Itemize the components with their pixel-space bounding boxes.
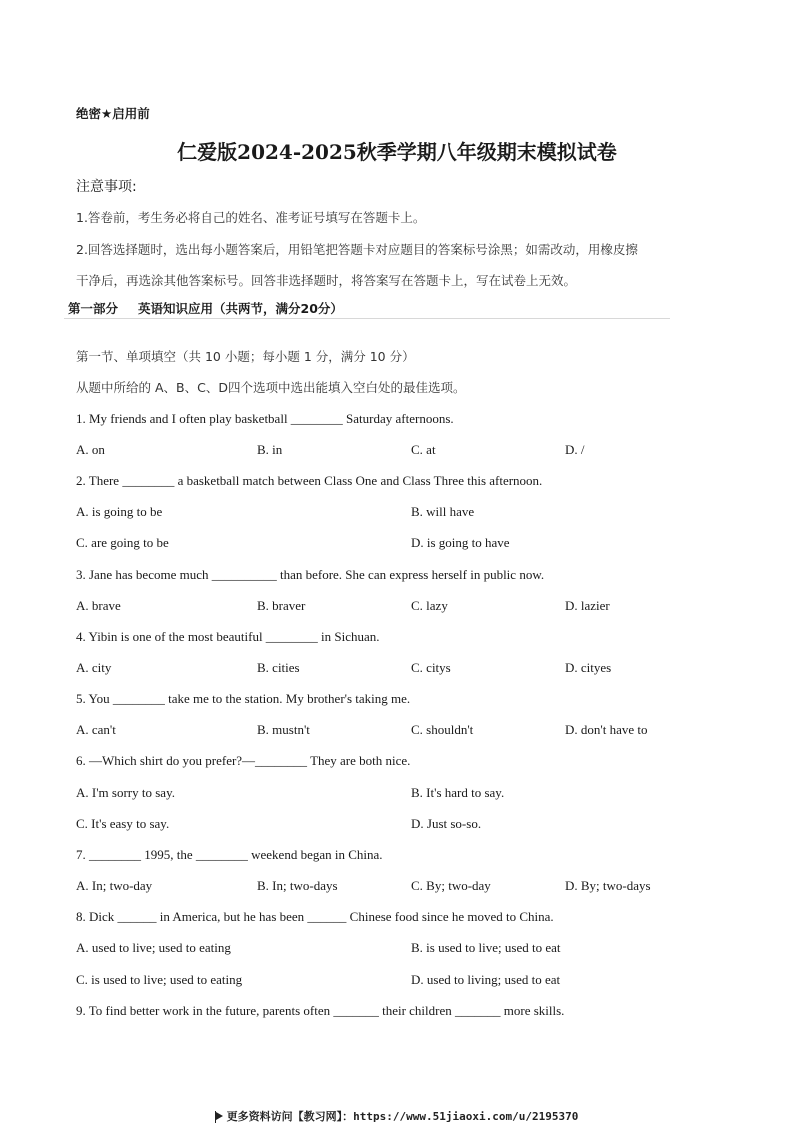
option-c: C. By; two-day [411,878,491,893]
footer-link[interactable] [0,1108,794,1124]
question-text: 5. You ________ take me to the station. My brother's taking me. [76,691,411,706]
notice-heading: 注意事项: [76,179,137,195]
option-a: A. used to live; used to eating [76,940,231,955]
question-text: 1. My friends and I often play basketball ________ Saturday afternoons. [76,411,454,426]
option-c: C. at [411,442,436,457]
option-b: B. in [257,442,283,457]
flag-icon [216,1112,223,1120]
option-a: A. brave [76,598,121,613]
divider [64,318,670,319]
option-d: D. By; two-days [565,878,651,893]
option-b: B. will have [411,504,475,519]
option-d: D. cityes [565,660,612,675]
option-b: B. is used to live; used to eat [411,940,561,955]
option-a: A. on [76,442,105,457]
question-text: 6. —Which shirt do you prefer?—________ They are both nice. [76,753,411,768]
option-c: C. is used to live; used to eating [76,972,243,987]
exam-title: 仁爱版2024-2025秋季学期八年级期末模拟试卷 [177,140,617,164]
option-b: B. It's hard to say. [411,785,505,800]
question-text: 2. There ________ a basketball match between Class One and Class Three this afternoon. [76,473,543,488]
part-heading [68,299,343,317]
part-title: 英语知识应用（共两节，满分20分） [138,301,343,316]
option-a: A. In; two-day [76,878,153,893]
option-b: B. In; two-days [257,878,338,893]
section-instruction: 从题中所给的 A、B、C、D四个选项中选出能填入空白处的最佳选项。 [76,380,466,395]
question-text: 8. Dick ______ in America, but he has been ______ Chinese food since he moved to China. [76,909,554,924]
notice-line: 2.回答选择题时，选出每小题答案后，用铅笔把答题卡对应题目的答案标号涂黑；如需改动，用橡皮擦 [76,242,638,257]
option-d: D. is going to have [411,535,510,550]
notice-line: 干净后，再选涂其他答案标号。回答非选择题时，将答案写在答题卡上，写在试卷上无效。 [76,273,577,288]
secret-label: 绝密★启用前 [76,106,150,121]
option-c: C. It's easy to say. [76,816,170,831]
question-text: 7. ________ 1995, the ________ weekend began in China. [76,847,383,862]
option-c: C. citys [411,660,451,675]
option-b: B. mustn't [257,722,310,737]
option-a: A. is going to be [76,504,163,519]
section-title: 第一节、单项填空（共 10 小题；每小题 1 分，满分 10 分） [76,349,415,364]
option-b: B. braver [257,598,306,613]
option-b: B. cities [257,660,300,675]
option-d: D. don't have to [565,722,648,737]
question-text: 9. To find better work in the future, parents often _______ their children _______ more skills. [76,1003,565,1018]
question-text: 4. Yibin is one of the most beautiful ________ in Sichuan. [76,629,380,644]
option-d: D. used to living; used to eat [411,972,561,987]
part-label: 第一部分 [68,301,119,316]
question-text: 3. Jane has become much __________ than before. She can express herself in public now. [76,567,545,582]
option-c: C. lazy [411,598,448,613]
option-d: D. Just so-so. [411,816,482,831]
option-d: D. / [565,442,585,457]
option-d: D. lazier [565,598,610,613]
option-a: A. I'm sorry to say. [76,785,175,800]
option-c: C. shouldn't [411,722,474,737]
option-a: A. can't [76,722,116,737]
option-c: C. are going to be [76,535,169,550]
footer-text: 更多资料访问【教习网】：https://www.51jiaoxi.com/u/2195370 [226,1110,579,1123]
option-a: A. city [76,660,112,675]
notice-line: 1.答卷前，考生务必将自己的姓名、准考证号填写在答题卡上。 [76,210,426,225]
